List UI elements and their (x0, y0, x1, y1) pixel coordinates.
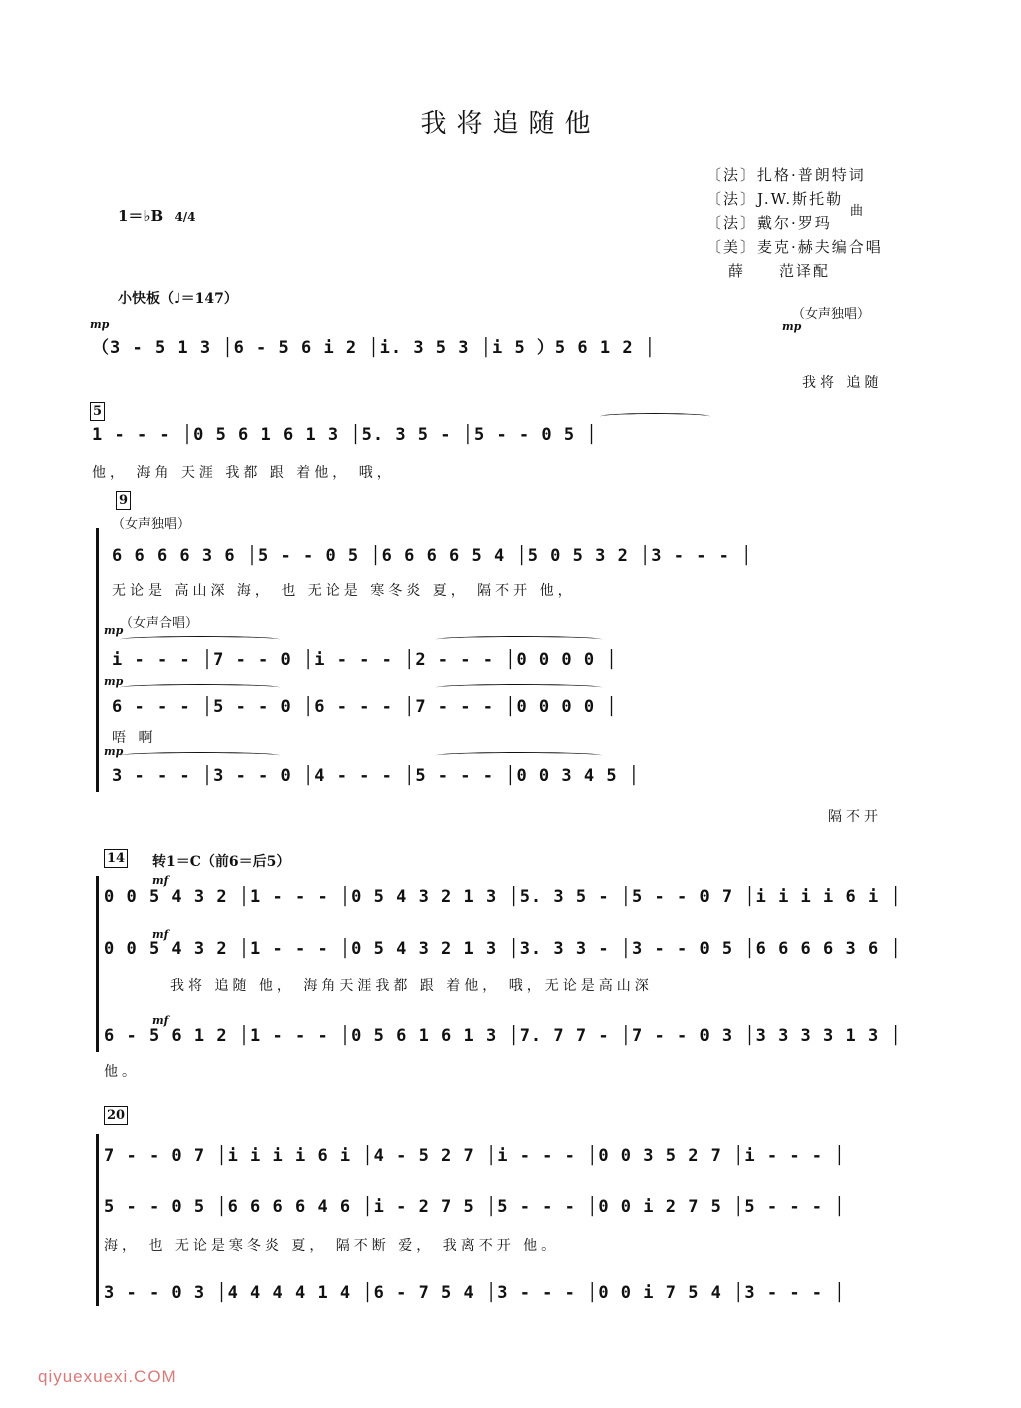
dynamic-mf-2: mf (152, 928, 169, 941)
rehearsal-mark-20: 20 (104, 1106, 128, 1125)
credit-composer-2: 〔法〕戴尔·罗玛 (706, 214, 832, 232)
lyric-line-3c: 唔 啊 (112, 730, 157, 746)
lyric-line-3d: 隔不开 (828, 809, 882, 825)
staff-line-3b: i - - - │7 - - 0 │i - - - │2 - - - │0 0 0 0 │ (112, 650, 618, 670)
credit-composer-1: 〔法〕J.W.斯托勒 (706, 190, 844, 208)
rehearsal-mark-5: 5 (90, 402, 105, 421)
key-signature (118, 205, 196, 226)
tempo-marking: 小快板（♩＝147） (118, 291, 238, 307)
tie-3d-2 (436, 752, 602, 759)
lyric-line-4c: 他。 (104, 1064, 140, 1080)
female-chorus-label: （女声合唱） (120, 616, 199, 631)
dynamic-mf-3: mf (152, 1014, 169, 1027)
staff-line-4a: 0 0 5 4 3 2 │1 - - - │0 5 4 3 2 1 3 │5. 3 5 - │5 - - 0 7 │i i i i 6 i │ (104, 887, 902, 907)
tie-3d-1 (120, 752, 280, 759)
dynamic-mp-5: mp (104, 745, 124, 758)
staff-line-5b: 5 - - 0 5 │6 6 6 6 4 6 │i - 2 7 5 │5 - - - │0 0 i 2 7 5 │5 - - - │ (104, 1197, 846, 1217)
lyric-line-2: 他， 海角 天涯 我都 跟 着他， 哦， (92, 465, 395, 481)
dynamic-mp-1: mp (90, 318, 110, 331)
system-5-bracket (96, 1134, 99, 1306)
credit-lyricist: 〔法〕扎格·普朗特词 (706, 166, 866, 184)
rehearsal-mark-9: 9 (116, 491, 131, 510)
tie-3b-1 (120, 636, 280, 643)
staff-line-4c: 6 - 5 6 1 2 │1 - - - │0 5 6 1 6 1 3 │7. 7 7 - │7 - - 0 3 │3 3 3 3 1 3 │ (104, 1026, 902, 1046)
staff-line-1: （3 - 5 1 3 │6 - 5 6 i 2 │i. 3 5 3 │i 5 ）5 6 1 2 │ (92, 338, 657, 358)
lyric-line-5b: 海， 也 无论是寒冬炎 夏， 隔不断 爱， 我离不开 他。 (104, 1238, 560, 1254)
lyric-line-1: 我将 追随 (802, 375, 883, 391)
staff-line-3a: 6 6 6 6 3 6 │5 - - 0 5 │6 6 6 6 5 4 │5 0 5 3 2 │3 - - - │ (112, 546, 753, 566)
rehearsal-mark-14: 14 (104, 849, 128, 868)
dynamic-mp-4: mp (104, 675, 124, 688)
tie-3c-1 (120, 684, 280, 691)
staff-line-5a: 7 - - 0 7 │i i i i 6 i │4 - 5 2 7 │i - - - │0 0 3 5 2 7 │i - - - │ (104, 1146, 846, 1166)
credit-translator: 薛 范译配 (728, 262, 831, 280)
lyric-line-3a: 无论是 高山深 海， 也 无论是 寒冬炎 夏， 隔不开 他， (112, 583, 576, 599)
dynamic-mp-3: mp (104, 624, 124, 637)
staff-line-3d: 3 - - - │3 - - 0 │4 - - - │5 - - - │0 0 3 4 5 │ (112, 766, 641, 786)
staff-line-3c: 6 - - - │5 - - 0 │6 - - - │7 - - - │0 0 0 0 │ (112, 697, 618, 717)
staff-line-4b: 0 0 5 4 3 2 │1 - - - │0 5 4 3 2 1 3 │3. 3 3 - │3 - - 0 5 │6 6 6 6 3 6 │ (104, 939, 902, 959)
tie-3c-2 (436, 684, 602, 691)
credit-music-mark: 曲 (850, 204, 866, 219)
dynamic-mf-1: mf (152, 874, 169, 887)
song-title: 我将追随他 (420, 109, 601, 139)
staff-line-2: 1 - - - │0 5 6 1 6 1 3 │5. 3 5 - │5 - - 0 5 │ (92, 425, 598, 445)
lyric-line-4b: 我将 追随 他， 海角天涯我都 跟 着他， 哦，无论是高山深 (170, 978, 653, 994)
site-watermark: qiyuexuexi.COM (38, 1367, 177, 1386)
key-signature-text: 1＝♭B (118, 207, 164, 225)
system-4-bracket (96, 876, 99, 1052)
female-solo-label-2: （女声独唱） (112, 517, 191, 532)
credit-arranger: 〔美〕麦克·赫夫编合唱 (706, 238, 883, 256)
tie-2a (600, 413, 710, 420)
staff-line-5c: 3 - - 0 3 │4 4 4 4 1 4 │6 - 7 5 4 │3 - - - │0 0 i 7 5 4 │3 - - - │ (104, 1283, 846, 1303)
system-3-bracket (96, 528, 99, 792)
tie-3b-2 (436, 636, 602, 643)
time-signature: 4/4 (174, 210, 196, 224)
female-solo-label-1: （女声独唱） (792, 307, 871, 322)
dynamic-mp-2: mp (782, 320, 802, 333)
modulation-label: 转1＝C（前6＝后5） (152, 854, 291, 870)
